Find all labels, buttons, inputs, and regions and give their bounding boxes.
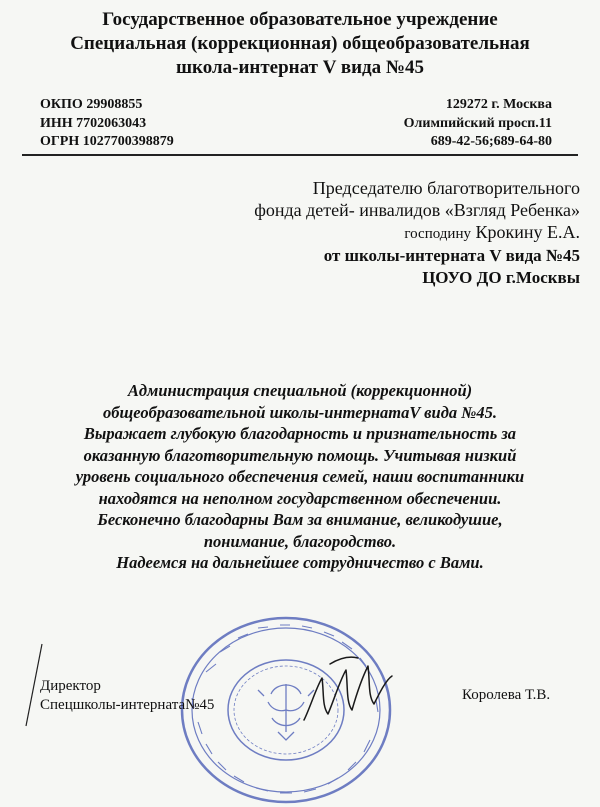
body-line-2: общеобразовательной школы-интернатаV вида №45.	[103, 402, 497, 422]
okpo-code: ОКПО 29908855	[40, 97, 143, 112]
recipient-line-2: фонда детей- инвалидов «Взгляд Ребенка»	[254, 200, 580, 220]
director-title: Директор	[40, 678, 101, 694]
org-line-3: школа-интернат V вида №45	[175, 57, 425, 78]
body-line-1: Администрация специальной (коррекционной)	[127, 381, 473, 400]
body-line-7: Бесконечно благодарны Вам за внимание, великодушие,	[97, 510, 503, 529]
letter-body	[40, 380, 560, 574]
body-line-9: Надеемся на дальнейшее сотрудничество с Вами.	[116, 553, 484, 572]
address-block	[352, 96, 552, 152]
recipient-block	[160, 177, 580, 289]
body-line-4: оказанную благотворительную помощь. Учитывая низкий	[83, 445, 517, 465]
street-address: Олимпийский просп.11	[403, 115, 552, 131]
postal-address: 129272 г. Москва	[445, 97, 552, 112]
body-line-3: Выражает глубокую благодарность и признательность за	[83, 424, 517, 443]
body-line-8: понимание, благородство.	[203, 531, 397, 551]
recipient-name-line	[160, 221, 580, 245]
org-line-2: Специальная (коррекционная) общеобразовательная	[70, 33, 530, 54]
organization-header	[0, 8, 600, 80]
requisites-block	[40, 96, 210, 152]
recipient-salutation: господину	[404, 226, 471, 242]
header-divider	[22, 154, 578, 156]
school-title: Спецшколы-интерната№45	[40, 697, 215, 713]
inn-code: ИНН 7702063043	[40, 115, 147, 131]
body-line-5: уровень социального обеспечения семей, наши воспитанники	[75, 467, 525, 486]
signer-name: Королева Т.В.	[462, 687, 551, 703]
sender-line-1: от школы-интерната V вида №45	[323, 246, 580, 265]
phone-numbers: 689-42-56;689-64-80	[430, 134, 552, 149]
recipient-name: Крокину Е.А.	[475, 222, 580, 242]
org-line-1: Государственное образовательное учреждение	[102, 9, 498, 30]
handwritten-signature	[300, 648, 400, 728]
director-signature-block	[40, 677, 214, 715]
recipient-line-1: Председателю благотворительного	[312, 178, 580, 198]
body-line-6: находятся на неполном государственном обеспечении.	[98, 488, 502, 508]
ogrn-code: ОГРН 1027700398879	[40, 134, 174, 149]
sender-line-2: ЦОУО ДО г.Москвы	[422, 268, 580, 287]
